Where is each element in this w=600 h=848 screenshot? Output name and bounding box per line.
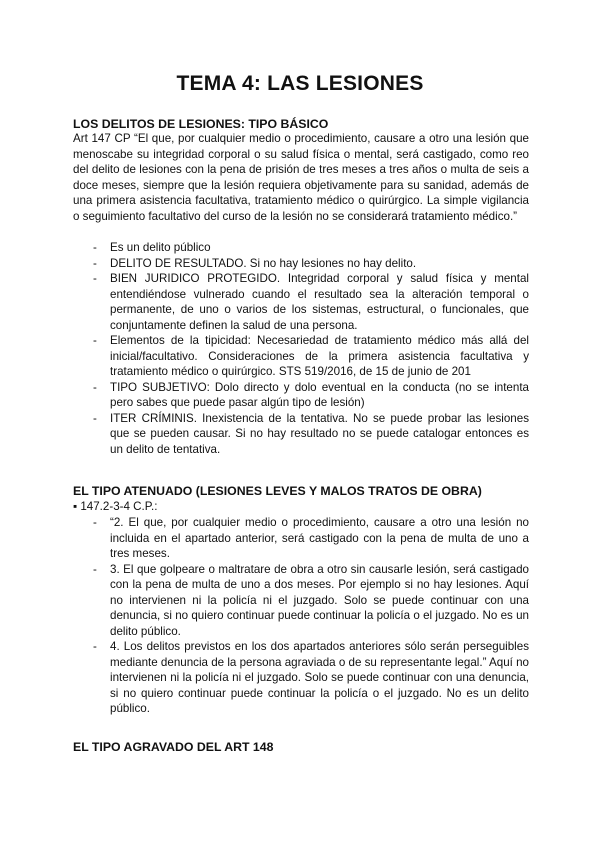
list-item-text: 3. El que golpeare o maltratare de obra a otro sin causarle lesión, será castigado con la pena de multa de uno a dos meses. Por ejemplo si no hay lesiones. Aquí no intervienen ni la policía ni el juzgado. Solo se puede continuar con una denuncia, si no quiero continuar puede continuar la policía o el juzgado. No es un delito público. xyxy=(110,562,529,638)
dash-bullet: - xyxy=(93,272,97,285)
article-147-paragraph: Art 147 CP “El que, por cualquier medio o procedimiento, causare a otro una lesión que menoscabe su integridad corporal o su salud física o mental, será castigado, como reo del delito de lesiones con la pena de prisión de tres meses a tres años o multa de seis a doce meses, siempre que la lesión requiera objetivamente para su sanidad, además de una primera asistencia facultativa, tratamiento médico o quirúrgico. La simple vigilancia o seguimiento facultativo del curso de la lesión no se considerará tratamiento médico.” xyxy=(73,132,529,223)
list-item xyxy=(73,240,529,256)
tipo-basico-list xyxy=(73,240,529,457)
list-item xyxy=(73,256,529,272)
section-heading-tipo-agravado: EL TIPO AGRAVADO DEL ART 148 xyxy=(73,740,274,754)
list-item-text: BIEN JURIDICO PROTEGIDO. Integridad corporal y salud física y mental entendiéndose vulnerado cuando el resultado sea la alteración temporal o permanente, de uno o varios de los sistemas, estructural, o funcionales, que conjuntamente definen la salud de una persona. xyxy=(110,272,529,332)
section-heading-tipo-atenuado: EL TIPO ATENUADO (LESIONES LEVES Y MALOS TRATOS DE OBRA) xyxy=(73,484,482,498)
list-item-text: ITER CRÍMINIS. Inexistencia de la tentativa. No se puede probar las lesiones que se pueden causar. Si no hay resultado no se puede catalogar entonces es un delito de tentativa. xyxy=(110,411,529,456)
dash-bullet: - xyxy=(93,411,97,425)
section-heading-tipo-basico: LOS DELITOS DE LESIONES: TIPO BÁSICO xyxy=(73,117,329,131)
list-item-text: 4. Los delitos previstos en los dos apartados anteriores sólo serán perseguibles mediante denuncia de la persona agraviada o de su representante legal.” Aquí no intervienen ni la policía ni el juzgado. Solo se puede continuar con una denuncia, si no quiero continuar puede continuar la policía o el juzgado. No es un delito público. xyxy=(110,640,529,715)
list-item-text: Es un delito público xyxy=(110,241,211,254)
list-item xyxy=(73,333,529,380)
dash-bullet: - xyxy=(93,334,97,347)
list-item xyxy=(73,515,529,562)
list-item xyxy=(73,562,529,640)
list-item xyxy=(73,639,529,717)
list-item-text: TIPO SUBJETIVO: Dolo directo y dolo eventual en la conducta (no se intenta pero sabes que puede pasar algún tipo de lesión) xyxy=(110,380,529,409)
list-item-text: “2. El que, por cualquier medio o procedimiento, causare a otro una lesión no incluida en el apartado anterior, será castigado con la pena de multa de uno a tres meses. xyxy=(110,516,529,560)
list-item xyxy=(73,271,529,333)
article-reference-bullet: ▪ 147.2-3-4 C.P.: xyxy=(73,500,158,513)
dash-bullet: - xyxy=(93,516,97,529)
dash-bullet: - xyxy=(93,256,97,270)
page-title: TEMA 4: LAS LESIONES xyxy=(176,72,424,95)
tipo-atenuado-list xyxy=(73,515,529,717)
list-item xyxy=(73,411,529,458)
list-item-text: Elementos de la tipicidad: Necesariedad de tratamiento médico más allá del inicial/facultativo. Consideraciones de la primera asistencia facultativa y tratamiento médico o quirúrgico. STS 519/2016, de 15 de junio de 201 xyxy=(110,334,529,378)
dash-bullet: - xyxy=(93,640,97,653)
list-item-text: DELITO DE RESULTADO. Si no hay lesiones no hay delito. xyxy=(110,256,417,270)
list-item xyxy=(73,380,529,411)
dash-bullet: - xyxy=(93,562,97,576)
dash-bullet: - xyxy=(93,380,97,394)
dash-bullet: - xyxy=(93,241,97,254)
